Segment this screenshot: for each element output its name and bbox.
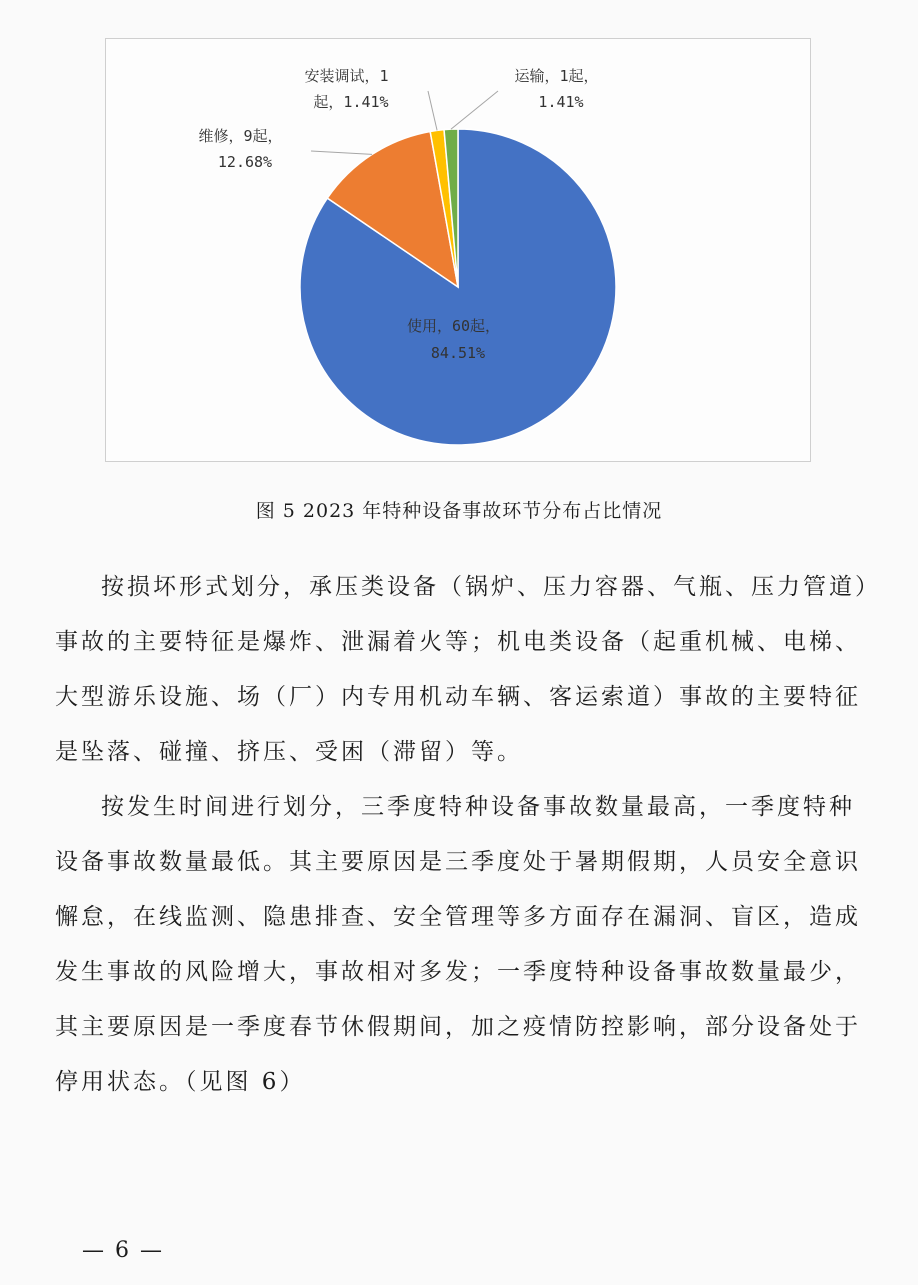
- paragraph: 按发生时间进行划分，三季度特种设备事故数量最高，一季度特种设备事故数量最低。其主要原因是三季度处于暑期假期，人员安全意识懈怠，在线监测、隐患排查、安全管理等多方面存在漏洞、盲区，造成发生事故的风险增大，事故相对多发；一季度特种设备事故数量最少，其主要原因是一季度春节休假期间，加之疫情防控影响，部分设备处于停用状态。（见图 6）: [55, 794, 861, 1095]
- label-维修: 维修，9起， 12.68%: [198, 127, 283, 171]
- label-运输: 运输，1起， 1.41%: [514, 67, 599, 111]
- label-安装调试: 安装调试，1 起，1.41%: [304, 67, 389, 111]
- leader-line-维修: [311, 151, 372, 154]
- leader-line-运输: [451, 91, 498, 129]
- pie-chart-svg: [106, 39, 812, 463]
- page-number: — 6 —: [82, 1238, 164, 1263]
- figure-caption: 图 5 2023 年特种设备事故环节分布占比情况: [255, 500, 663, 522]
- body-text: [55, 560, 875, 1110]
- leader-line-安装调试: [428, 91, 437, 130]
- paragraph: 按损坏形式划分，承压类设备（锅炉、压力容器、气瓶、压力管道）事故的主要特征是爆炸、泄漏着火等；机电类设备（起重机械、电梯、大型游乐设施、场（厂）内专用机动车辆、客运索道）事故的主要特征是坠落、碰撞、挤压、受困（滞留）等。: [55, 574, 870, 765]
- pie-chart: [105, 38, 811, 462]
- label-使用: 使用，60起， 84.51%: [406, 317, 501, 362]
